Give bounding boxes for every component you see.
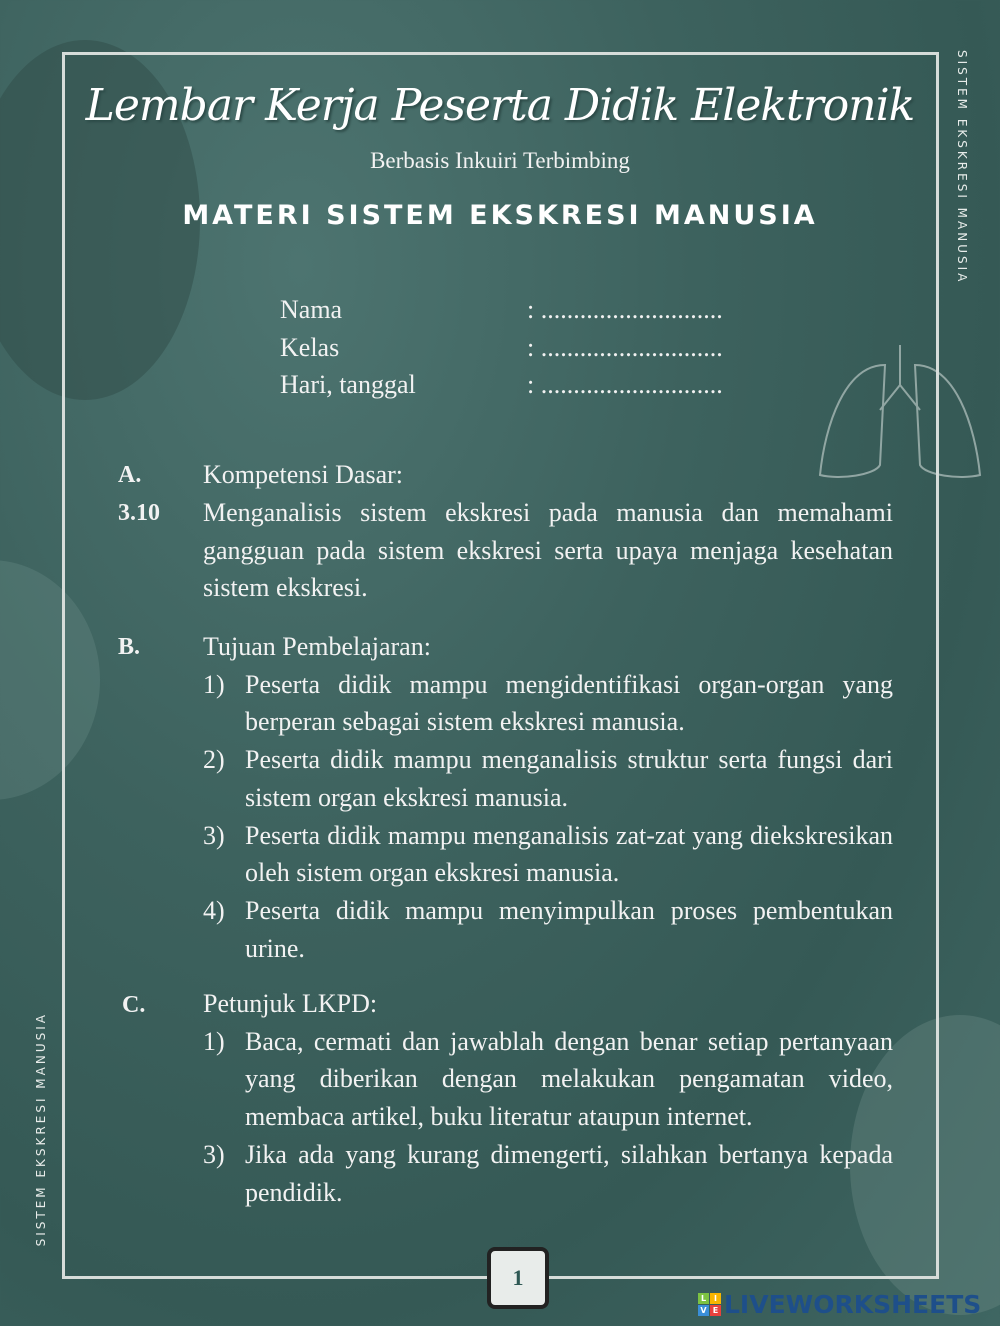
item-number: 3) (203, 820, 225, 850)
form-row-kelas (280, 329, 723, 367)
form-blank[interactable]: : ............................ (527, 295, 723, 324)
item-text: Peserta didik mampu mengidentifikasi organ-organ yang berperan sebagai sistem ekskresi manusia. (245, 669, 893, 737)
page-number: 1 (487, 1247, 549, 1309)
objective-item (203, 892, 893, 967)
instruction-item (203, 1136, 893, 1211)
form-blank[interactable]: : ............................ (527, 370, 723, 400)
item-text: Peserta didik mampu menyimpulkan proses pembentukan urine. (245, 895, 893, 963)
item-text: Peserta didik mampu menganalisis zat-zat yang diekskresikan oleh sistem organ ekskresi manusia. (245, 820, 893, 888)
section-b-marker: B. (118, 634, 141, 660)
objective-item (203, 741, 893, 816)
form-row-nama (280, 291, 723, 329)
item-number: 2) (203, 745, 225, 775)
kd-code: 3.10 (118, 500, 160, 526)
form-label: Nama (280, 295, 343, 324)
item-number: 1) (203, 669, 225, 699)
section-a-heading: Kompetensi Dasar: (203, 460, 404, 489)
item-text: Peserta didik mampu menganalisis struktur serta fungsi dari sistem organ ekskresi manusia. (245, 745, 893, 812)
side-label-right: SISTEM EKSKRESI MANUSIA (955, 50, 969, 285)
section-c-heading: Petunjuk LKPD: (203, 989, 378, 1018)
section-b-heading: Tujuan Pembelajaran: (203, 632, 431, 661)
liveworksheets-logo-icon: L I V E (698, 1293, 721, 1316)
topic-heading: MATERI SISTEM EKSKRESI MANUSIA (182, 200, 818, 231)
worksheet-title: Lembar Kerja Peserta Didik Elektronik (85, 80, 915, 131)
objective-item (203, 817, 893, 892)
student-info-form (280, 291, 723, 404)
kd-text: Menganalisis sistem ekskresi pada manusia dan memahami gangguan pada sistem ekskresi serta upaya menjaga kesehatan sistem ekskresi. (203, 498, 893, 603)
item-text: Jika ada yang kurang dimengerti, silahkan bertanya kepada pendidik. (245, 1139, 893, 1207)
item-number: 3) (203, 1139, 225, 1169)
objective-item (203, 666, 893, 741)
watermark-text: LIVEWORKSHEETS (724, 1290, 982, 1319)
section-c-marker: C. (122, 992, 146, 1018)
form-blank[interactable]: : ............................ (527, 332, 723, 362)
liveworksheets-watermark (698, 1290, 981, 1319)
section-a-marker: A. (118, 462, 142, 488)
item-number: 1) (203, 1026, 225, 1056)
worksheet-subtitle: Berbasis Inkuiri Terbimbing (370, 148, 630, 173)
form-label: Kelas (280, 332, 340, 362)
form-label: Hari, tanggal (280, 370, 416, 400)
item-text: Baca, cermati dan jawablah dengan benar setiap pertanyaan yang diberikan dengan melakukan pengamatan video, membaca artikel, buku literatur ataupun internet. (245, 1026, 893, 1132)
section-c-block (203, 985, 893, 1211)
side-label-left: SISTEM EKSKRESI MANUSIA (34, 1012, 48, 1247)
form-row-hari-tanggal (280, 366, 723, 404)
section-b-block (203, 628, 893, 967)
instruction-item (203, 1023, 893, 1136)
item-number: 4) (203, 895, 225, 925)
